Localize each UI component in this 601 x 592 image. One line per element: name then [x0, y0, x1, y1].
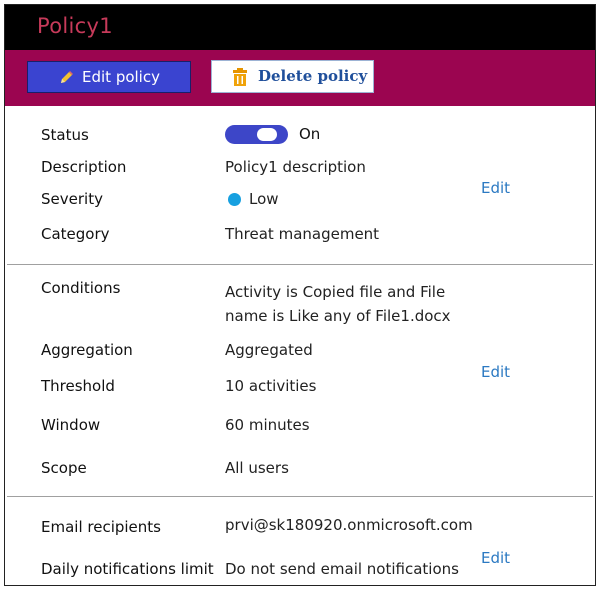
category-value: Threat management: [225, 225, 380, 243]
toolbar: [5, 50, 595, 106]
severity-dot-icon: [228, 193, 241, 206]
aggregation-label: Aggregation: [41, 341, 133, 359]
edit-policy-label: Edit policy: [82, 68, 160, 86]
severity-label: Severity: [41, 190, 103, 208]
conditions-value: Activity is Copied file and File name is Like any of File1.docx: [225, 283, 451, 325]
threshold-label: Threshold: [41, 377, 115, 395]
delete-policy-label: Delete policy: [258, 67, 368, 85]
page-title: Policy1: [37, 14, 113, 38]
window-label: Window: [41, 416, 101, 434]
toggle-knob: [257, 128, 277, 141]
threshold-value: 10 activities: [225, 377, 317, 395]
aggregation-value: Aggregated: [225, 341, 313, 359]
status-toggle[interactable]: [225, 125, 288, 144]
status-value: On: [299, 125, 321, 143]
email-recipients-value: prvi@sk180920.onmicrosoft.com: [225, 516, 473, 534]
scope-label: Scope: [41, 459, 87, 477]
edit-notifications-link[interactable]: Edit: [481, 549, 511, 567]
pencil-icon: [58, 70, 74, 86]
severity-value: Low: [249, 190, 279, 208]
policy-details-panel: [4, 4, 596, 586]
section-divider: [7, 496, 593, 497]
description-value: Policy1 description: [225, 158, 366, 176]
daily-limit-value: Do not send email notifications: [225, 560, 459, 578]
daily-limit-label: Daily notifications limit: [41, 560, 214, 578]
edit-policy-button[interactable]: [27, 61, 191, 93]
conditions-label: Conditions: [41, 279, 121, 297]
section-divider: [7, 264, 593, 265]
trash-icon: [232, 68, 248, 86]
category-label: Category: [41, 225, 110, 243]
edit-conditions-link[interactable]: Edit: [481, 363, 511, 381]
description-label: Description: [41, 158, 127, 176]
edit-general-link[interactable]: Edit: [481, 179, 511, 197]
title-bar: [5, 5, 595, 50]
scope-value: All users: [225, 459, 289, 477]
window-value: 60 minutes: [225, 416, 310, 434]
email-recipients-label: Email recipients: [41, 518, 161, 536]
delete-policy-button[interactable]: [211, 60, 374, 93]
status-label: Status: [41, 126, 89, 144]
